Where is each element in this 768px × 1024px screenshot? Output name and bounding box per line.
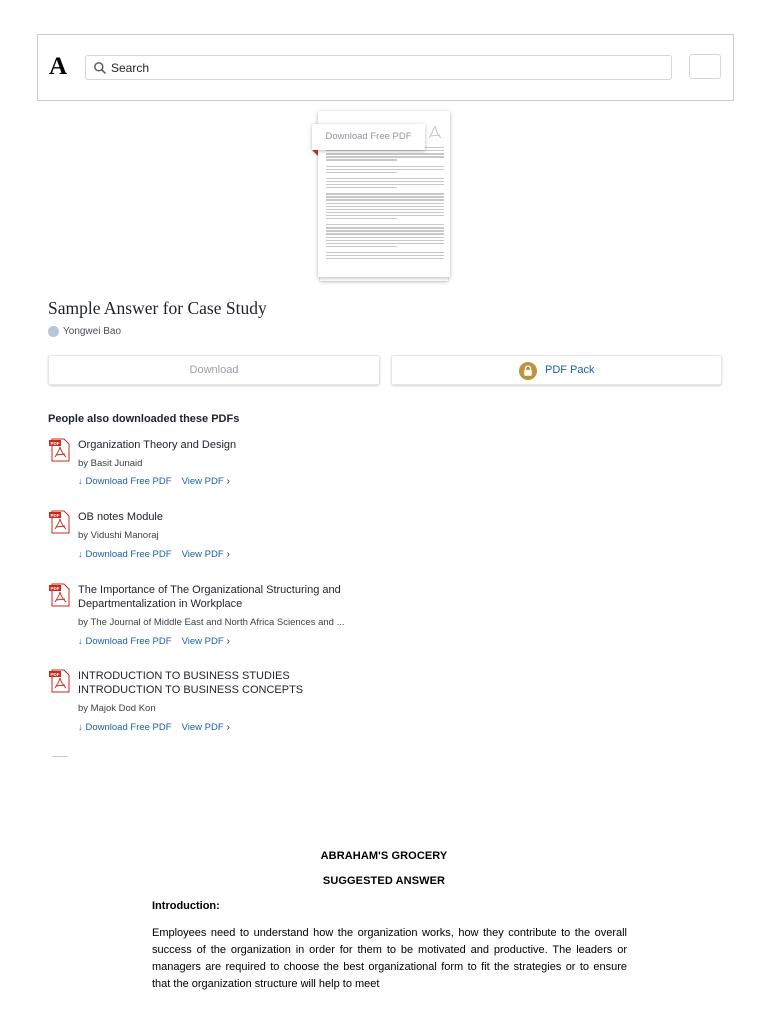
related-actions — [78, 635, 230, 648]
banner-fold — [312, 150, 318, 156]
chevron-right-icon: › — [226, 722, 230, 733]
thumbnail-text-line — [326, 153, 444, 154]
view-pdf-link[interactable]: View PDF › — [181, 476, 230, 487]
download-button[interactable]: Download — [48, 355, 380, 385]
author-name[interactable]: Yongwei Bao — [63, 326, 122, 337]
search-icon — [93, 61, 107, 75]
thumbnail-text-line — [326, 215, 444, 216]
arrow-down-icon: ↓ — [78, 722, 83, 732]
download-free-pdf-link[interactable]: ↓ Download Free PDF — [78, 476, 172, 487]
thumbnail-text-line — [326, 169, 444, 170]
related-title[interactable]: INTRODUCTION TO BUSINESS STUDIES INTRODUCTION TO BUSINESS CONCEPTS — [78, 670, 304, 696]
thumbnail-text-line — [326, 150, 444, 151]
related-heading: People also downloaded these PDFs — [48, 413, 240, 425]
related-actions — [78, 721, 230, 734]
avatar — [48, 326, 59, 337]
divider — [52, 756, 68, 757]
thumbnail-text-line — [326, 159, 397, 160]
related-author: by Majok Dod Kon — [78, 703, 156, 714]
related-actions — [78, 475, 230, 488]
site-logo[interactable]: A — [49, 53, 68, 80]
thumbnail-text-line — [326, 193, 444, 194]
download-free-pdf-link[interactable]: ↓ Download Free PDF — [78, 722, 172, 733]
search-box[interactable] — [85, 55, 672, 80]
thumbnail-text-line — [326, 187, 397, 188]
related-author: by Vidushi Manoraj — [78, 530, 159, 541]
introduction-label: Introduction: — [152, 900, 220, 912]
thumbnail-text-line — [326, 230, 444, 231]
thumbnail-text-line — [326, 203, 444, 204]
thumbnail-text-line — [326, 233, 444, 234]
related-author: by The Journal of Middle East and North Africa Sciences and ... — [78, 617, 345, 628]
arrow-down-icon: ↓ — [78, 476, 83, 486]
chevron-right-icon: › — [226, 636, 230, 647]
related-title[interactable]: Organization Theory and Design — [78, 439, 237, 451]
thumbnail-text-line — [326, 243, 444, 244]
pdf-file-icon — [48, 510, 72, 534]
document-title: Sample Answer for Case Study — [48, 298, 267, 318]
svg-text:PDF: PDF — [50, 585, 60, 591]
thumbnail-text-line — [326, 224, 444, 225]
thumbnail-text-line — [326, 258, 444, 259]
thumbnail-text-line — [326, 218, 397, 219]
thumbnail-text-line — [326, 255, 444, 256]
pdf-pack-button[interactable] — [391, 355, 722, 385]
thumbnail-text-line — [326, 172, 397, 173]
svg-text:PDF: PDF — [50, 440, 60, 446]
document-heading: ABRAHAM'S GROCERY — [320, 850, 448, 862]
thumbnail-text-line — [326, 181, 444, 182]
chevron-right-icon: › — [226, 476, 230, 487]
chevron-right-icon: › — [226, 549, 230, 560]
thumbnail-text-line — [326, 227, 444, 228]
view-pdf-link[interactable]: View PDF › — [181, 549, 230, 560]
document-thumbnail[interactable] — [312, 111, 452, 281]
thumbnail-text-line — [326, 178, 444, 179]
view-pdf-link[interactable]: View PDF › — [181, 722, 230, 733]
related-author: by Basit Junaid — [78, 458, 143, 469]
thumbnail-text-line — [326, 237, 444, 238]
acrobat-icon — [428, 125, 442, 141]
thumbnail-text-line — [326, 166, 444, 167]
thumbnail-text-line — [326, 209, 444, 210]
svg-text:PDF: PDF — [50, 671, 60, 677]
view-pdf-link[interactable]: View PDF › — [181, 636, 230, 647]
header-menu-button[interactable] — [689, 54, 721, 79]
download-free-pdf-link[interactable]: ↓ Download Free PDF — [78, 549, 172, 560]
thumbnail-text-line — [326, 196, 444, 197]
related-actions — [78, 548, 230, 561]
thumbnail-text-line — [326, 252, 444, 253]
related-title[interactable]: The Importance of The Organizational Structuring and Departmentalization in Workplace — [78, 584, 341, 610]
thumbnail-text-line — [326, 212, 444, 213]
related-title[interactable]: OB notes Module — [78, 511, 163, 523]
thumbnail-text-line — [326, 199, 444, 200]
pdf-file-icon — [48, 583, 72, 607]
arrow-down-icon: ↓ — [78, 636, 83, 646]
pdf-pack-label: PDF Pack — [545, 364, 595, 376]
document-subheading: SUGGESTED ANSWER — [322, 875, 446, 887]
thumbnail-text-line — [326, 206, 444, 207]
pdf-file-icon — [48, 669, 72, 693]
arrow-down-icon: ↓ — [78, 549, 83, 559]
pdf-file-icon — [48, 438, 72, 462]
top-header — [37, 34, 734, 101]
search-input[interactable] — [111, 56, 666, 79]
thumbnail-text-line — [326, 184, 444, 185]
thumbnail-text-line — [326, 156, 444, 157]
thumbnail-text-line — [326, 246, 397, 247]
download-free-pdf-banner[interactable]: Download Free PDF — [312, 124, 425, 150]
download-free-pdf-link[interactable]: ↓ Download Free PDF — [78, 636, 172, 647]
svg-text:PDF: PDF — [50, 512, 60, 518]
lock-icon — [519, 362, 537, 380]
document-paragraph: Employees need to understand how the organization works, how they contribute to the overall success of the organization in order for them to be motivated and productive. The leaders or managers are required to choose the best organizational form to fit the strategies or to ensure that the organization structure will help to meet — [152, 927, 627, 990]
thumbnail-text-line — [326, 240, 444, 241]
